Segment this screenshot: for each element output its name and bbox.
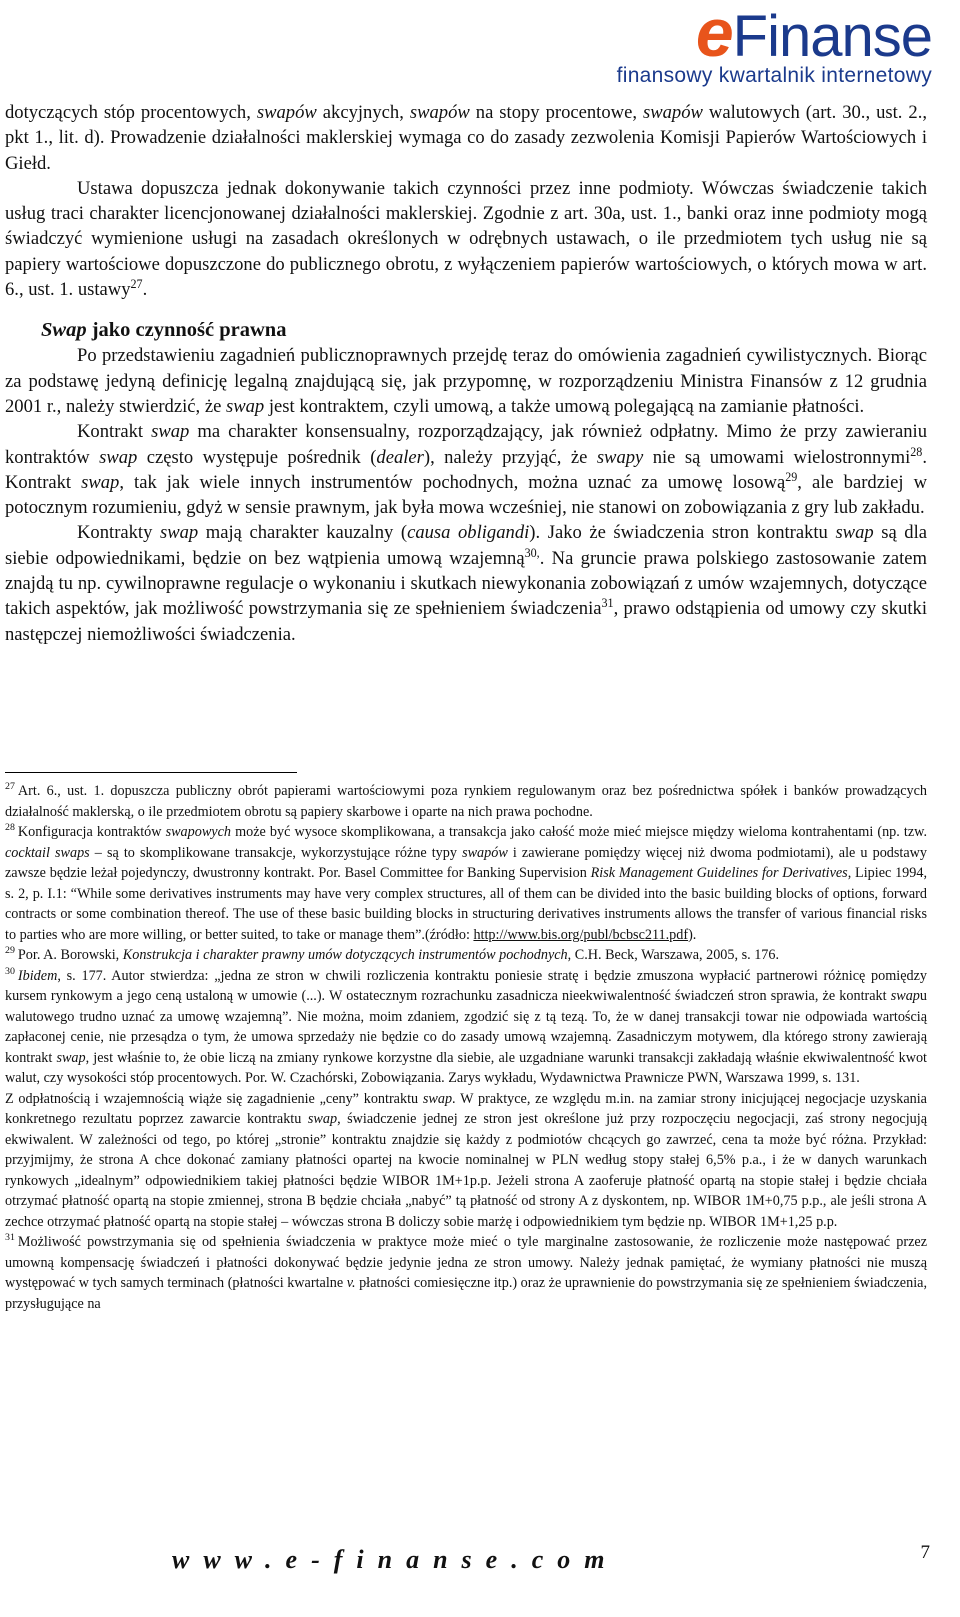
logo-wordmark: eFinanse (695, 0, 932, 71)
efinanse-logo (617, 2, 932, 88)
footnote-ref-30[interactable]: 30, (524, 545, 540, 560)
paragraph-3: Po przedstawieniu zagadnień publicznoprawnych przejdę teraz do omówienia zagadnień cywilistycznych. Biorąc za podstawę jedyną definicję legalną znajdującą się, jak przypomnę, w rozporządzeniu Ministra Finansów z 12 grudnia 2001 r., należy stwierdzić, że swap jest kontraktem, czyli umową, a także umową polegającą na zamianie płatności. (5, 345, 927, 417)
footer-url[interactable]: www.e-finanse.com (172, 1545, 619, 1574)
page-number: 7 (920, 1542, 930, 1563)
footnotes (5, 772, 927, 1314)
footnote-ref-28[interactable]: 28 (910, 444, 923, 459)
paragraph-1: dotyczących stóp procentowych, swapów akcyjnych, swapów na stopy procentowe, swapów walutowych (art. 30., ust. 2., pkt 1., lit. d). Prowadzenie działalności maklerskiej wymaga co do zasady zezwolenia Komisji Papierów Wartościowych i Giełd. (5, 102, 928, 174)
paragraph-5: Kontrakty swap mają charakter kauzalny (causa obligandi). Jako że świadczenia stron kontraktu swap są dla siebie odpowiednikami, będzie on bez wątpienia umową wzajemną$^{30,}$. Na gruncie prawa polskiego zastosowanie zatem znajdą tu np. cywilnoprawne regulacje o wykonaniu i skutkach niewykonania zobowiązań z umów wzajemnych, dotyczące takich aspektów, jak możliwość powstrzymania się ze spełnieniem świadczenia$^{31}$, prawo odstąpienia od umowy czy skutki następczej niemożliwości świadczenia. (5, 522, 928, 645)
section-heading: Swap jako czynność prawna (41, 319, 287, 342)
bis-link[interactable]: http://www.bis.org/publ/bcbsc211.pdf (473, 926, 689, 943)
footnote-ref-31[interactable]: 31 (601, 596, 614, 611)
footnote-28: $^{28}$ Konfiguracja kontraktów swapowych może być wysoce skomplikowana, a transakcja jako całość może mieć miejsce między wieloma kontrahentami (np. tzw. cocktail swaps – są to skomplikowane transakcje, wykorzystujące różne typy swapów i zawierane pomiędzy więcej niż dwoma podmiotami), ale u podstawy zawsze będzie leżał pojedynczy, dwustronny kontrakt. Por. Basel Committee for Banking Supervision Risk Management Guidelines for Derivatives, Lipiec 1994, s. 2, p. I.1: “While some derivatives instruments may have very complex structures, all of them can be divided into the basic building blocks of options, forward contracts or some combination thereof. The use of these basic building blocks in structuring derivatives instruments allows the transfer of various financial risks to parties who are more willing, or better suited, to take or manage them”.(źródło: http://www.bis.org/publ/bcbsc211.pdf). (5, 822, 928, 943)
footnote-ref-27[interactable]: 27 (130, 276, 143, 291)
logo-tagline: finansowy kwartalnik internetowy (616, 64, 932, 87)
footnote-ref-29[interactable]: 29 (785, 469, 798, 484)
footnote-27: $^{27}$ Art. 6., ust. 1. dopuszcza publiczny obrót papierami wartościowymi poza rynkiem regulowanym oraz bez pośrednictwa spółek i banków prowadzących działalność maklerską, o ile przedmiotem obrotu są papiery skarbowe i oparte na nich prawa pochodne. (5, 781, 927, 820)
footnote-31: $^{31}$ Możliwość powstrzymania się od spełnienia świadczenia w praktyce może mieć o tyle marginalne zastosowanie, że rozliczenie może następować przez umowną kompensację świadczeń i płatności dokonywać będzie jedynie jedna ze stron umowy. Należy jednak pamiętać, że wymiany płatności nie muszą występować w tych samych terminach (płatności kwartalne v. płatności comiesięczne itp.) oraz że uprawnienie do powstrzymania się ze spełnieniem świadczenia, przysługujące na (5, 1232, 927, 1312)
footnote-29: $^{29}$ Por. A. Borowski, Konstrukcja i charakter prawny umów dotyczących instrumentów pochodnych, C.H. Beck, Warszawa, 2005, s. 176. (5, 945, 780, 963)
paragraph-4: Kontrakt swap ma charakter konsensualny, rozporządzający, jak również odpłatny. Mimo że przy zawieraniu kontraktów swap często występuje pośrednik (dealer), należy przyjąć, że swapy nie są umowami wielostronnymi$^{28}$. Kontrakt swap, tak jak wiele innych instrumentów pochodnych, można uznać za umowę losową$^{29}$, ale bardziej w potocznym rozumieniu, gdyż w sensie prawnym, jak była mowa wcześniej, nie stanowi on zobowiązania z gry lub zakładu. (5, 421, 927, 519)
main-text (5, 100, 927, 647)
paragraph-2: Ustawa dopuszcza jednak dokonywanie takich czynności przez inne podmioty. Wówczas świadczenie takich usług traci charakter licencjonowanej działalności maklerskiej. Zgodnie z art. 30a, ust. 1., banki oraz inne podmioty mogą świadczyć wymienione usługi na zasadach określonych w odrębnych ustawach, o ile przedmiotem tych usług nie są papiery wartościowe dopuszczone do publicznego obrotu, z wyłączeniem papierów wartościowych, o których mowa w art. 6., ust. 1. ustawy$^{27}$. (5, 177, 927, 301)
footnote-30: $^{30}$ Ibidem, s. 177. Autor stwierdza: „jedna ze stron w chwili rozliczenia kontraktu poniesie stratę i będzie zmuszona wypłacić partnerowi różnicę pomiędzy kursem rynkowym a jego ceną ustaloną w umowie (...). W ostatecznym rozrachunku zasadnicza nieekwiwalentność świadczeń stron sprawia, że kontrakt swapu walutowego trudno uznać za umowę wzajemną”. Nie można, moim zdaniem, zgodzić się z tą tezą. To, że w danej transakcji towar nie odpowiada wartością zapłaconej cenie, nie przesądza o tym, że umowa sprzedaży nie będzie co do zasady umową wzajemną. Zasadniczym motywem, dla którego strony zawierają kontrakt swap, jest właśnie to, że obie liczą na zmiany rynkowe korzystne dla siebie, ale uzgadniane warunki transakcji zakładają właśnie ekwiwalentność kwot walut, czy wysokości stóp procentowych. Por. W. Czachórski, Zobowiązania. Zarys wykładu, Wydawnictwa Prawnicze PWN, Warszawa 1999, s. 131. (5, 965, 927, 1086)
footnote-30-continued: Z odpłatnością i wzajemnością wiąże się zagadnienie „ceny” kontraktu swap. W praktyce, ze względu m.in. na zamiar strony inicjującej negocjacje uzyskania konkretnego rezultatu poprzez zawarcie kontraktu swap, świadczenie jednej ze stron jest określone już przy rozpoczęciu negocjacji, zaś strony negocjują ekwiwalent. W zależności od tego, po której „stronie” kontraktu znajdzie się każdy z podmiotów chcących go zawrzeć, cena ta może być różna. Przykład: przyjmijmy, że strona A chce dokonać zamiany płatności opartej na kwocie nominalnej w PLN według stopy stałej 6,5% p.a., i że w danych warunkach rynkowych „idealnym” odpowiednikiem takiej płatności będzie WIBOR 1M+1p.p. Jeżeli strona A zaoferuje płatność opartą na stopie stałej i będzie chciała otrzymać płatność opartą na stopie zmiennej, strona B będzie chciała „nabyć” tą płatność od strony A z dyskontem, np. WIBOR 1M+0,75 p.p., ale jeśli strona A zechce otrzymać płatność opartą na stopie stałej – wówczas strona B doliczy sobie marżę i odpowiednikiem tym będzie np. WIBOR 1M+1,25 p.p. (5, 1090, 927, 1230)
footnote-divider (5, 772, 297, 773)
